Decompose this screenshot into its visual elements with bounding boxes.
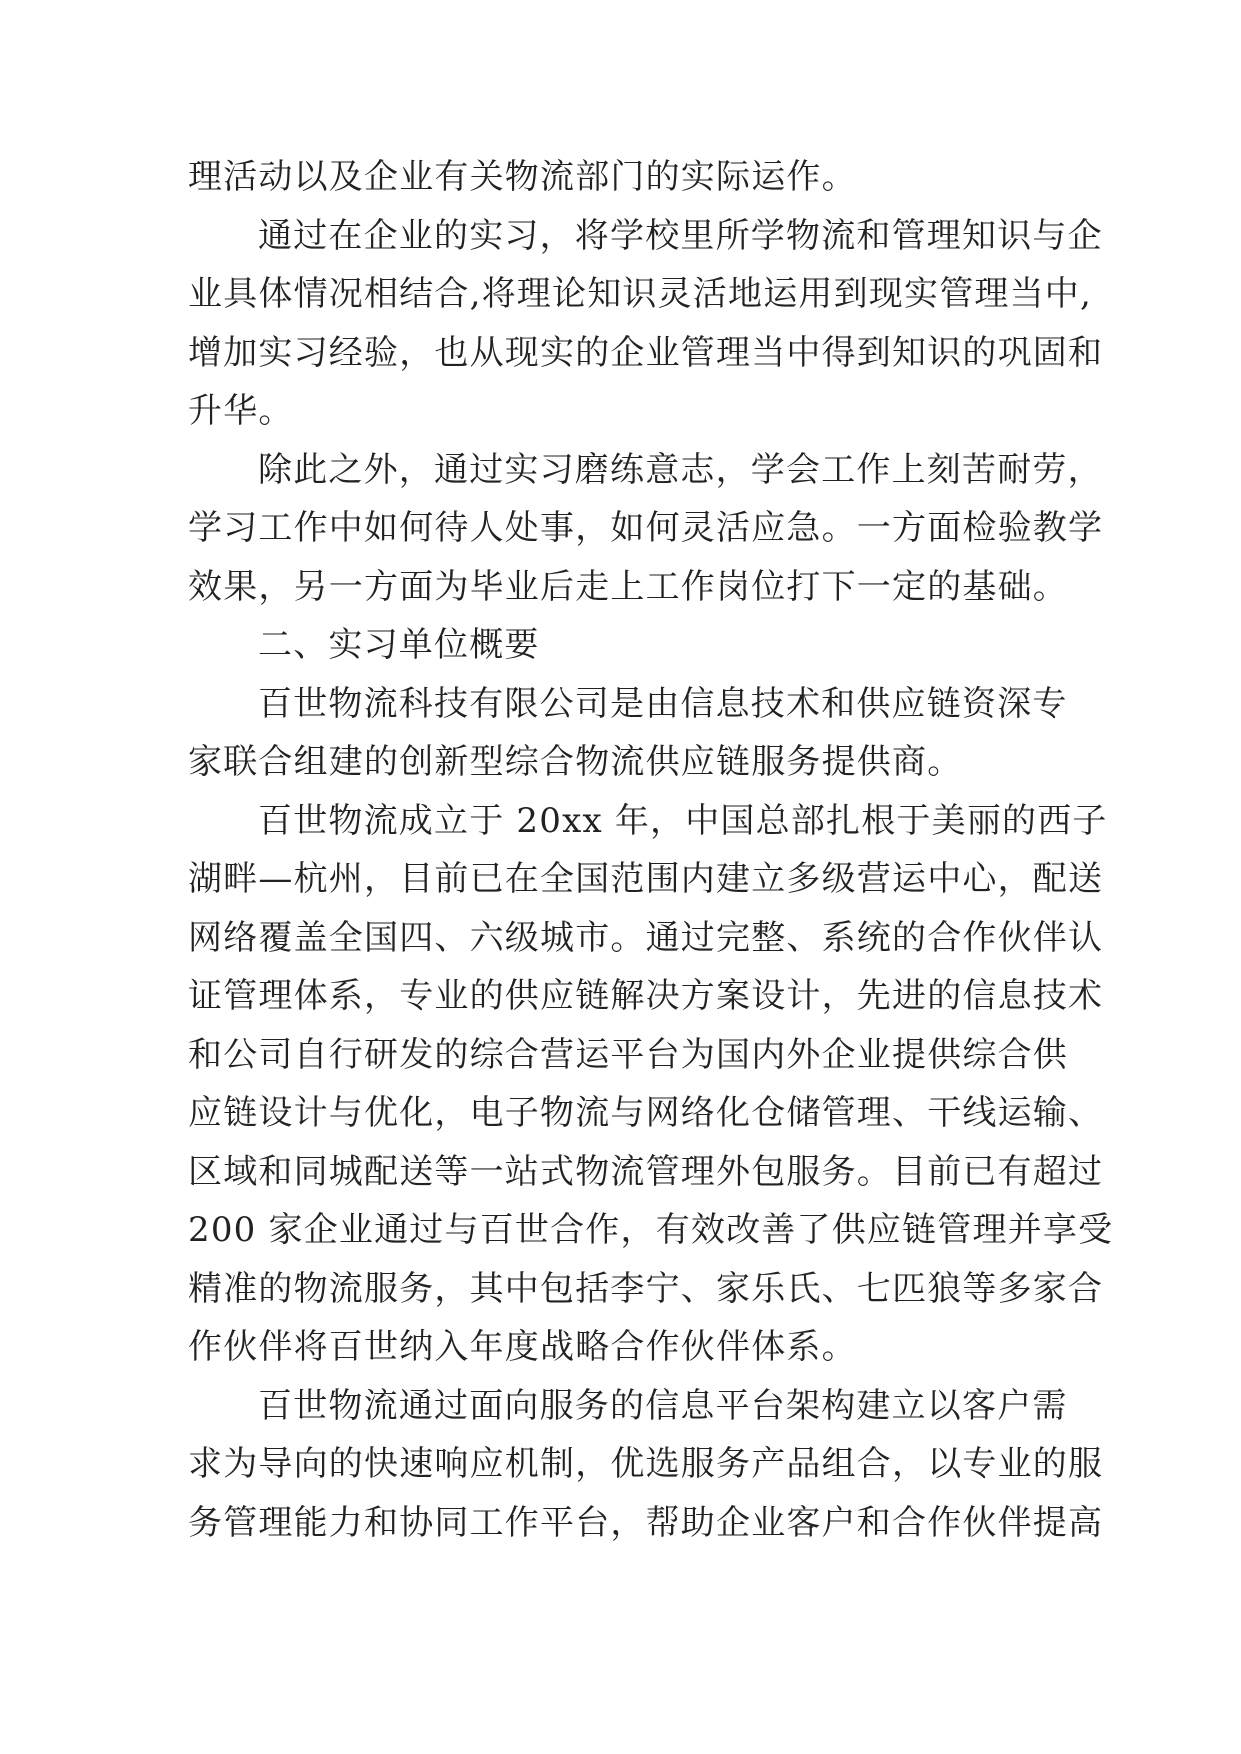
text-line: 200 家企业通过与百世合作，有效改善了供应链管理并享受	[188, 1210, 1114, 1250]
text-line: 增加实习经验，也从现实的企业管理当中得到知识的巩固和	[188, 332, 1104, 373]
text-line: 务管理能力和协同工作平台，帮助企业客户和合作伙伴提高	[188, 1502, 1104, 1543]
text-line: 效果，另一方面为毕业后走上工作岗位打下一定的基础。	[188, 566, 1068, 607]
text-line: 证管理体系，专业的供应链解决方案设计，先进的信息技术	[188, 976, 1104, 1016]
text-line: 除此之外，通过实习磨练意志，学会工作上刻苦耐劳，	[258, 449, 1103, 490]
text-line: 精准的物流服务，其中包括李宁、家乐氏、七匹狼等多家合	[188, 1268, 1104, 1309]
section-heading: 二、实习单位概要	[258, 625, 540, 665]
text-line: 湖畔—杭州，目前已在全国范围内建立多级营运中心，配送	[188, 859, 1104, 899]
text-line: 网络覆盖全国四、六级城市。通过完整、系统的合作伙伴认	[188, 917, 1104, 958]
text-line: 学习工作中如何待人处事，如何灵活应急。一方面检验教学	[188, 508, 1104, 548]
text-line: 业具体情况相结合,将理论知识灵活地运用到现实管理当中,	[188, 274, 1093, 314]
text-line: 和公司自行研发的综合营运平台为国内外企业提供综合供	[188, 1034, 1068, 1075]
text-line: 百世物流成立于 20xx 年，中国总部扎根于美丽的西子	[258, 800, 1108, 841]
text-line: 作伙伴将百世纳入年度战略合作伙伴体系。	[188, 1327, 857, 1367]
text-line: 通过在企业的实习，将学校里所学物流和管理知识与企	[258, 215, 1103, 256]
text-line: 百世物流科技有限公司是由信息技术和供应链资深专	[258, 683, 1068, 724]
text-line: 升华。	[188, 391, 294, 431]
text-line: 求为导向的快速响应机制，优选服务产品组合，以专业的服	[188, 1444, 1104, 1484]
text-line: 区域和同城配送等一站式物流管理外包服务。目前已有超过	[188, 1151, 1104, 1192]
text-line: 理活动以及企业有关物流部门的实际运作。	[188, 157, 857, 197]
document-body	[188, 148, 1114, 1552]
text-line: 应链设计与优化，电子物流与网络化仓储管理、干线运输、	[188, 1093, 1104, 1133]
text-line: 家联合组建的创新型综合物流供应链服务提供商。	[188, 742, 963, 782]
text-line: 百世物流通过面向服务的信息平台架构建立以客户需	[258, 1385, 1068, 1426]
